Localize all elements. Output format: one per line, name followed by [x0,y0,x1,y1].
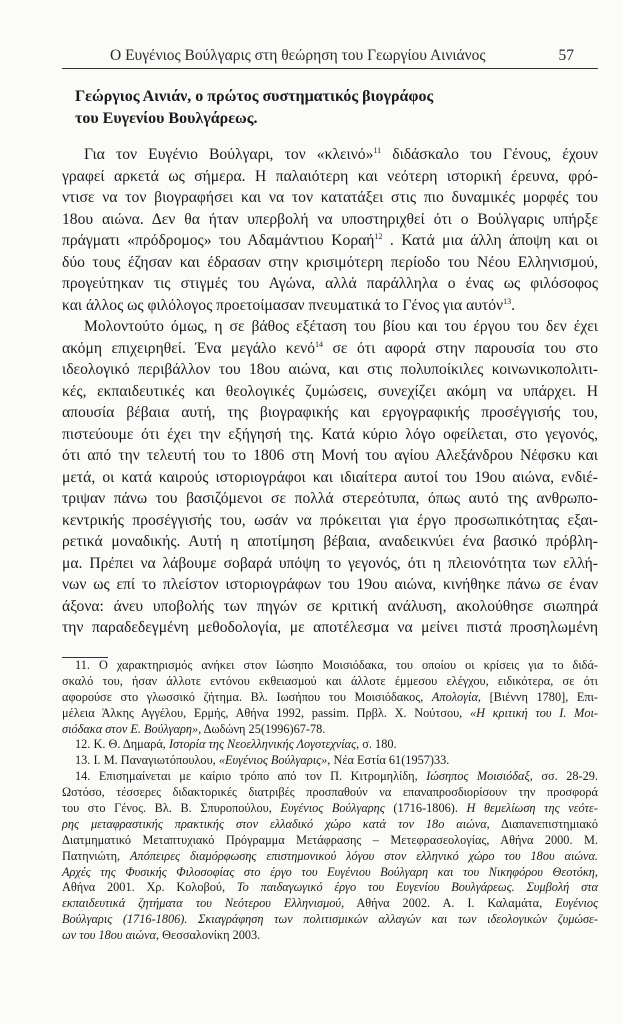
text: 13. Ι. Μ. Παναγιωτόπουλου, [75,753,219,768]
footnote-line [62,722,598,738]
text: Αθήνα 2001. Χρ. Κολοβού, [62,880,237,895]
text: 11. Ο χαρακτηρισμός ανήκει στον Ιώσηπο Μοισιόδακα, του οποίου οι κρίσεις για το διδά- [75,658,598,672]
text: κεντρικής προσέγγισής του, ωσάν να πρόκειται για έργο προσωπικότητας εξαι- [62,511,598,529]
body-line [62,424,598,446]
footnote-line [62,801,598,817]
footnote-line [62,833,598,849]
footnote-line [62,912,598,928]
body-line [62,230,598,252]
footnote-line [62,658,598,674]
italic-text: εκπαιδευτικά ζητήματα του Νεότερου Ελληνισμού [62,896,342,911]
body-line [62,574,598,596]
text: Ωστόσο, τέσσερες διδακτορικές διατριβές προσπαθούν να επαναπροσδιορίσουν την προσφορά [62,785,598,800]
italic-text: Ευγένιος Βούλγαρης [280,801,385,816]
text: σκαλό του, ήσαν άλλοτε εντόνου εκθειασμού και άλλοτε έμμεσου ελέγχου, ειδικότερα, σε ότι [62,673,598,688]
body-line [62,467,598,489]
section-title [75,86,433,130]
italic-text: Η θεμελίωση της νεότε- [466,801,598,816]
text: πιστεύουμε ότι έχει την εξήγησή της. Κατά κύριο λόγο οφείλεται, στο γεγονός, [62,425,598,443]
text: νων ως επί το πλείστον ιστοριογράφων του 19ου αιώνα, κινήθηκε πάνω σε έναν [62,576,598,593]
text: 18ου αιώνα. Δεν θα ήταν υπερβολή να υποστηριχθεί ότι ο Βούλγαρις υπήρξε [62,210,598,228]
text: 14. Επισημαίνεται με καίριο τρόπο από τον Π. Κιτρομηλίδη, [75,769,427,784]
body-line [62,445,598,467]
text: , Δωδώνη 25(1996)67-78. [198,721,326,736]
text: , σσ. 28-29. [529,769,598,784]
text: απουσία βέβαια αυτή, της βιογραφικής και εργογραφικής προσέγγισής του, [62,404,598,421]
italic-text: Το παιδαγωγικό έργο του Ευγενίου Βουλγάρεως. Συμβολή στα [236,880,598,895]
footnote-line [62,896,598,912]
italic-text: «Ευγένιος Βούλγαρις» [218,753,328,768]
footnote-line [62,769,598,785]
page-number: 57 [558,47,574,64]
footnote-reference[interactable]: 11 [373,146,382,155]
text: ντισε να τον βιογραφήσει και να τον κατατάξει στις πιο δυναμικές μορφές του [62,189,598,206]
text: διδάσκαλο του Γένους, έχουν [381,146,598,163]
footnote-line [62,785,598,801]
body-line [62,402,598,424]
text: ιδεολογικό περιβάλλον του 18ου αιώνα, και στις πολυποίκιλες κοινωνικοπολιτι- [62,361,598,378]
body-line [62,252,598,274]
footnote-line [62,865,598,881]
footnote-line [62,690,598,706]
text: ρετικά μοναδικής. Αυτή η αποτίμηση βέβαια, αναδεικνύει ένα βασικό πρόβλη- [62,533,598,550]
text: Για τον Ευγένιο Βούλγαρι, τον «κλεινό» [84,146,374,163]
text: άξονα: άνευ υποβολής των πηγών σε κριτική ανάλυση, ακολούθησε σιωπηρά [62,597,598,615]
italic-text: Αρχές της Φυσικής Φιλοσοφίας στο έργο του Ευγένιου Βούλγαρη και του Νικηφόρου Θεοτόκη [62,864,595,879]
text: τριψαν πάνω του βασιζόμενοι σε πολλά στερεότυπα, όπως αυτό της ανθρωπο- [62,490,598,507]
body-line [62,273,598,295]
italic-text: Απόπειρες διαμόρφωσης επιστημονικού λόγου στον ελληνικό χώρο του 18ου αιώνα. [130,848,598,863]
footnote-line [62,706,598,722]
italic-text: Βούλγαρις (1716-1806). Σκιαγράφηση των πολιτισμικών αλλαγών και των ιδεολογικών ζυμώσε- [62,912,598,927]
running-title: Ο Ευγένιος Βούλγαρις στη θεώρηση του Γεωργίου Αινιάνος [110,47,486,64]
body-line [62,338,598,360]
italic-text: σιόδακα στον Ε. Βούλγαρη» [62,721,199,736]
text: , Νέα Εστία 61(1957)33. [327,753,450,768]
body-line [62,381,598,403]
text: και άλλος ως φιλόλογος προετοίμασαν πνευματικά το Γένος για αυτόν [62,296,504,314]
body-line [62,531,598,553]
header-rule [62,68,598,69]
text: , Διαπανεπιστημιακό [486,816,598,831]
text: αφορούσε στο γλωσσικό ζήτημα. Βλ. Ιωσήπου του Μοισιόδακος, [62,689,432,704]
text: , Αθήνα 2002. Α. Ι. Καλαμάτα, [341,896,556,911]
text: μέλεια Άλκης Αγγέλου, Ερμής, Αθήνα 1992, passim. Πρβλ. Χ. Νούτσου, [62,705,470,720]
section-title-line: του Ευγενίου Βουλγάρεως. [75,110,258,127]
footnote-reference[interactable]: 12 [374,232,383,241]
italic-text: Απολογία [431,689,478,704]
italic-text: Ιώσηπος Μοισιόδαξ [426,769,530,784]
italic-text: ων του 18ου αιώνα [62,928,157,943]
body-line [62,617,598,639]
footnote-line [62,753,598,769]
text: , σ. 180. [356,737,397,752]
footnote-line [62,817,598,833]
body-line [62,553,598,575]
body-line [62,144,598,166]
text: , Θεσσαλονίκη 2003. [156,928,261,943]
text: προγεύτηκαν τις στιγμές του Αγώνα, αλλά παράλληλα ο ένας ως φιλόσοφος [62,275,598,292]
text: την παραδεδεγμένη μεθοδολογία, με αποτέλεσμα να μείνει πιστά προσηλωμένη [62,619,598,636]
text: Διατμηματικό Μεταπτυχιακό Πρόγραμμα Μετάφρασης – Μετεφρασεολογίας, Αθήνα 2000. Μ. [62,832,598,847]
text: δύο τους έζησαν και έδρασαν στην κρισιμότερη περίοδο του Νέου Ελληνισμού, [62,253,598,271]
text: σε ότι αφορά στην παρουσία του στο [323,339,598,357]
text: γραφεί αρκετά ως σήμερα. Η παλαιότερη και νεότερη ιστορική έρευνα, φρό- [62,167,598,185]
body-line [62,295,598,317]
text: Πατηνιώτη, [62,848,131,863]
footnote-line [62,737,598,753]
text: . Κατά μια άλλη άποψη και οι [382,232,598,249]
body-line [62,166,598,188]
text: κές, εκπαιδευτικές και θεολογικές ζυμώσεις, συνεχίζει ακόμη να υπάρχει. Η [62,382,598,400]
italic-text: «Η κριτική του Ι. Μοι- [469,705,598,720]
footnote-line [62,674,598,690]
text: 12. Κ. Θ. Δημαρά, [75,737,169,752]
body-text [62,144,598,639]
footnote-line [62,849,598,865]
footnote-reference[interactable]: 14 [315,339,324,349]
text: , [Βιέννη 1780], Επι- [477,689,598,704]
text: Μολοντούτο όμως, η σε βάθος εξέταση του βίου και του έργου του δεν έχει [84,318,598,335]
body-line [62,359,598,381]
text: (1716-1806). [384,801,467,816]
text: . [511,296,515,314]
body-line [62,488,598,510]
italic-text: Ευγένιος [555,896,598,911]
italic-text: ρης μεταφραστικής πρακτικής στον ελλαδικό χώρο κατά τον 18ο αιώνα [62,816,487,831]
text: μα. Πρέπει να λάβουμε σοβαρά υπόψη το γεγονός, ότι η πλειονότητα των ελλή- [62,554,598,572]
text: του στο Γένος. Βλ. Β. Σπυροπούλου, [62,801,281,816]
body-line [62,510,598,532]
body-line [62,187,598,209]
section-title-line: Γεώργιος Αινιάν, ο πρώτος συστηματικός βιογράφος [75,88,434,105]
body-line [62,209,598,231]
italic-text: Ιστορία της Νεοελληνικής Λογοτεχνίας [168,737,357,752]
text: μετά, οι κατά καιρούς ιστοριογράφοι και ιδιαίτερα αυτοί του 19ου αιώνα, ενδιέ- [62,468,598,486]
running-head [62,47,598,67]
body-line [62,596,598,618]
footnotes [62,657,598,944]
text: ότι από την τελευτή του το 1806 στη Μονή του αγίου Αλεξάνδρου Νέφσκυ και [62,447,598,464]
body-line [62,316,598,338]
text: ακόμη επιχειρηθεί. Ένα μεγάλο κενό [62,339,316,357]
footnote-line [62,928,598,944]
footnote-line [62,880,598,896]
text: πράγματι «πρόδρομος» του Αδαμάντιου Κοραή [62,232,375,249]
footnote-reference[interactable]: 13 [503,296,512,306]
text: , [594,864,598,879]
